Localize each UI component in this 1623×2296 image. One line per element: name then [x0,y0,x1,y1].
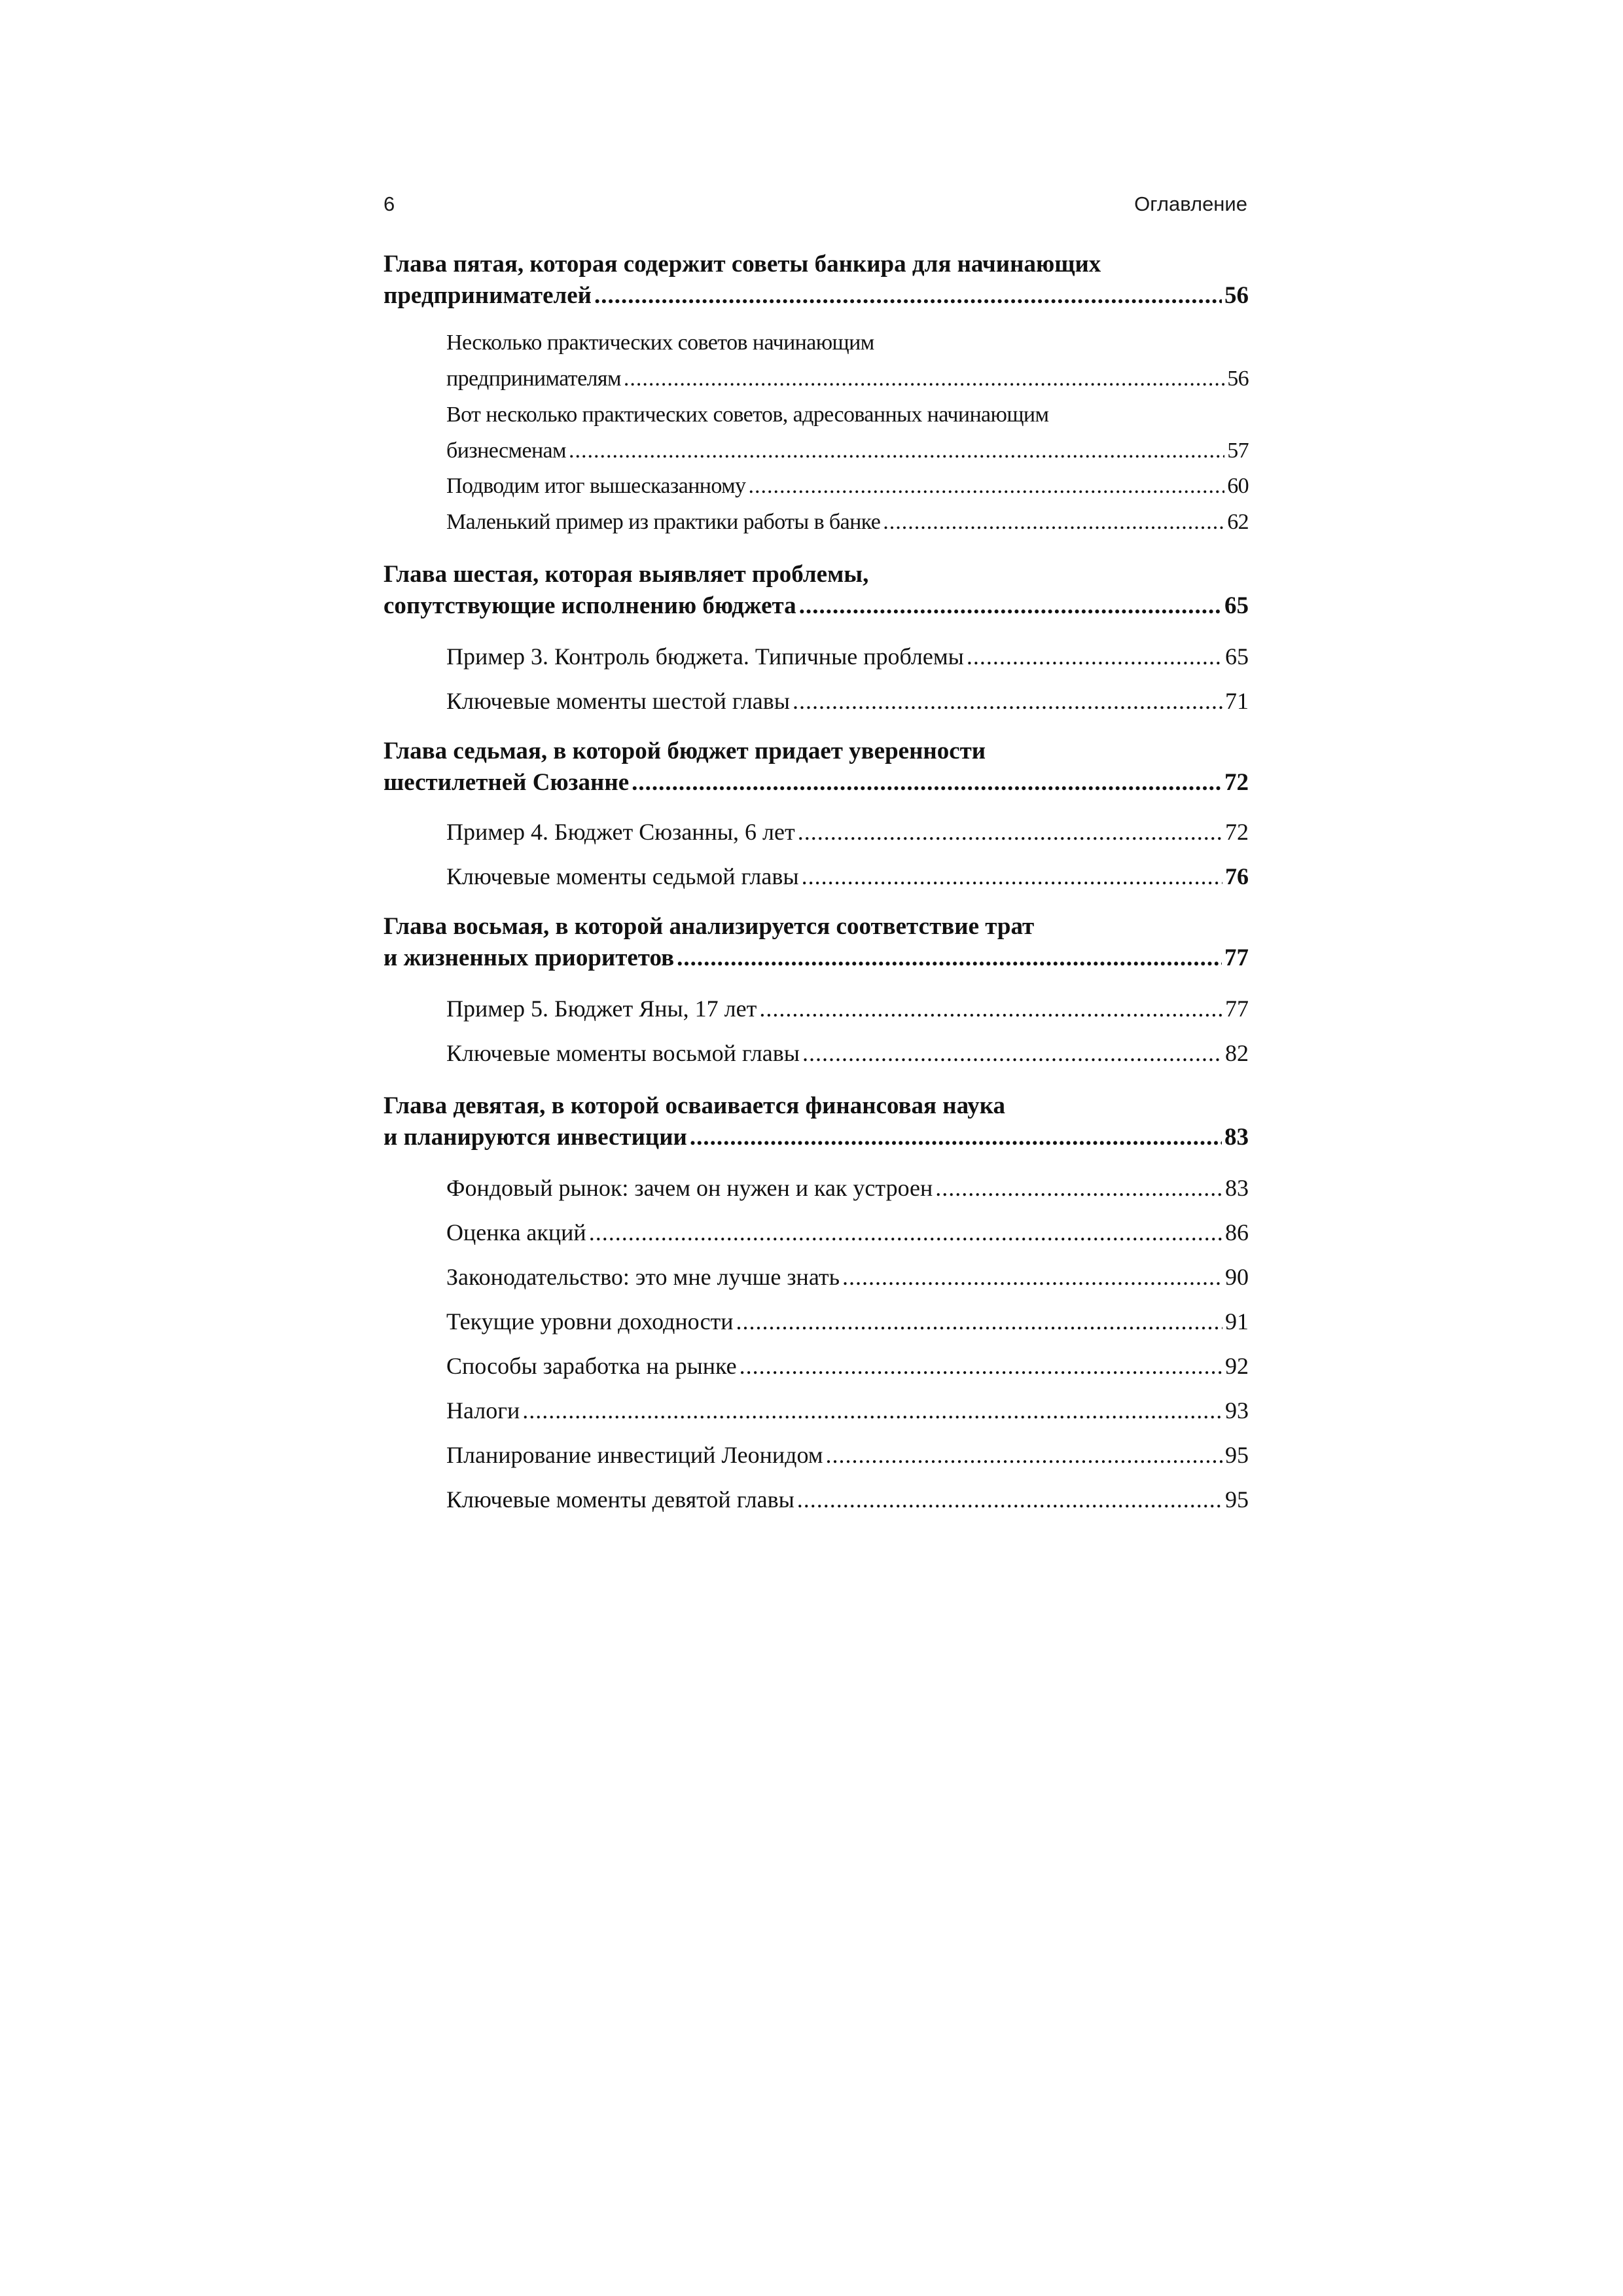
ch8-section-1-text: Пример 5. Бюджет Яны, 17 лет [446,996,757,1022]
ch7-section-1-text: Пример 4. Бюджет Сюзанны, 6 лет [446,819,795,845]
chapter-9-title-line2: и планируются инвестиции [383,1124,687,1151]
dot-leader [736,1308,1222,1335]
ch9-section-3-page: 90 [1225,1264,1249,1290]
ch5-section-3-entry[interactable] [446,474,1249,499]
ch9-section-4-text: Текущие уровни доходности [446,1308,734,1335]
ch5-section-1-line2: предпринимателям [446,367,621,391]
ch8-section-2-entry[interactable] [446,1039,1249,1067]
ch9-section-2-text: Оценка акций [446,1219,586,1246]
ch9-section-6-entry[interactable] [446,1397,1249,1424]
ch9-section-8-entry[interactable] [446,1486,1249,1513]
dot-leader [632,768,1222,797]
chapter-5-title-line2: предпринимателей [383,282,592,309]
chapter-7-title-line2: шестилетней Сюзанне [383,769,630,796]
ch5-section-4-page: 62 [1227,510,1249,534]
ch6-section-2-page: 71 [1225,688,1249,714]
chapter-6-page: 65 [1224,592,1249,619]
ch6-section-2-entry[interactable] [446,687,1249,715]
page-number: 6 [383,192,395,215]
ch9-section-2-page: 86 [1225,1219,1249,1246]
ch9-section-8-text: Ключевые моменты девятой главы [446,1486,794,1513]
dot-leader [842,1263,1222,1291]
ch5-section-1-entry[interactable] [446,367,1249,391]
ch9-section-4-page: 91 [1225,1308,1249,1335]
chapter-9-entry[interactable] [383,1123,1249,1151]
ch9-section-6-page: 93 [1225,1397,1249,1424]
ch7-section-1-entry[interactable] [446,818,1249,846]
dot-leader [935,1174,1222,1202]
chapter-7-title-line1[interactable]: Глава седьмая, в которой бюджет придает уверенности [383,738,986,764]
ch8-section-2-page: 82 [1225,1040,1249,1066]
ch7-section-2-entry[interactable] [446,863,1249,890]
ch7-section-2-text: Ключевые моменты седьмой главы [446,863,799,889]
ch9-section-8-page: 95 [1225,1486,1249,1513]
ch9-section-5-entry[interactable] [446,1352,1249,1380]
chapter-8-title-line2: и жизненных приоритетов [383,944,675,971]
ch9-section-7-page: 95 [1225,1442,1249,1468]
ch9-section-3-text: Законодательство: это мне лучше знать [446,1264,840,1290]
dot-leader [883,510,1224,535]
dot-leader [799,592,1222,620]
ch9-section-7-entry[interactable] [446,1441,1249,1469]
chapter-7-page: 72 [1224,769,1249,796]
chapter-8-page: 77 [1224,944,1249,971]
chapter-5-title-line1[interactable]: Глава пятая, которая содержит советы банкира для начинающих [383,251,1101,278]
ch8-section-1-page: 77 [1225,996,1249,1022]
chapter-8-entry[interactable] [383,944,1249,972]
ch5-section-2-entry[interactable] [446,439,1249,463]
dot-leader [802,1039,1222,1067]
dot-leader [569,439,1224,463]
ch7-section-2-page: 76 [1225,863,1249,889]
dot-leader [802,863,1222,890]
dot-leader [826,1441,1222,1469]
ch6-section-2-text: Ключевые моменты шестой главы [446,688,790,714]
ch8-section-2-text: Ключевые моменты восьмой главы [446,1040,800,1066]
chapter-7-entry[interactable] [383,768,1249,797]
running-header-title: Оглавление [1134,192,1247,215]
dot-leader [748,474,1224,499]
chapter-8-title-line1[interactable]: Глава восьмая, в которой анализируется соответствие трат [383,913,1035,940]
ch9-section-1-page: 83 [1225,1175,1249,1201]
chapter-9-title-line1[interactable]: Глава девятая, в которой осваивается финансовая наука [383,1092,1006,1119]
dot-leader [594,281,1222,310]
ch8-section-1-entry[interactable] [446,995,1249,1022]
dot-leader [522,1397,1222,1424]
chapter-6-entry[interactable] [383,592,1249,620]
ch5-section-3-text: Подводим итог вышесказанному [446,474,746,498]
dot-leader [677,944,1222,972]
dot-leader [797,1486,1222,1513]
ch9-section-3-entry[interactable] [446,1263,1249,1291]
ch6-section-1-text: Пример 3. Контроль бюджета. Типичные проблемы [446,643,964,670]
dot-leader [967,643,1222,670]
ch5-section-2-page: 57 [1227,439,1249,463]
ch6-section-1-entry[interactable] [446,643,1249,670]
ch9-section-1-text: Фондовый рынок: зачем он нужен и как устроен [446,1175,933,1201]
ch5-section-1-line1[interactable]: Несколько практических советов начинающим [446,331,874,355]
dot-leader [690,1123,1222,1151]
chapter-5-page: 56 [1224,282,1249,309]
chapter-6-title-line2: сопутствующие исполнению бюджета [383,592,796,619]
ch9-section-5-text: Способы заработка на рынке [446,1353,737,1379]
ch5-section-2-line2: бизнесменам [446,439,566,463]
dot-leader [589,1219,1222,1246]
dot-leader [759,995,1222,1022]
ch9-section-2-entry[interactable] [446,1219,1249,1246]
ch5-section-3-page: 60 [1227,474,1249,498]
ch5-section-4-text: Маленький пример из практики работы в банке [446,510,881,534]
chapter-9-page: 83 [1224,1124,1249,1151]
ch9-section-6-text: Налоги [446,1397,520,1424]
ch6-section-1-page: 65 [1225,643,1249,670]
dot-leader [624,367,1224,391]
dot-leader [798,818,1222,846]
dot-leader [740,1352,1222,1380]
ch5-section-2-line1[interactable]: Вот несколько практических советов, адресованных начинающим [446,403,1049,427]
ch9-section-4-entry[interactable] [446,1308,1249,1335]
dot-leader [793,687,1222,715]
ch9-section-1-entry[interactable] [446,1174,1249,1202]
chapter-5-entry[interactable] [383,281,1249,310]
ch5-section-1-page: 56 [1227,367,1249,391]
ch9-section-7-text: Планирование инвестиций Леонидом [446,1442,823,1468]
ch7-section-1-page: 72 [1225,819,1249,845]
chapter-6-title-line1[interactable]: Глава шестая, которая выявляет проблемы, [383,561,869,588]
ch5-section-4-entry[interactable] [446,510,1249,535]
ch9-section-5-page: 92 [1225,1353,1249,1379]
